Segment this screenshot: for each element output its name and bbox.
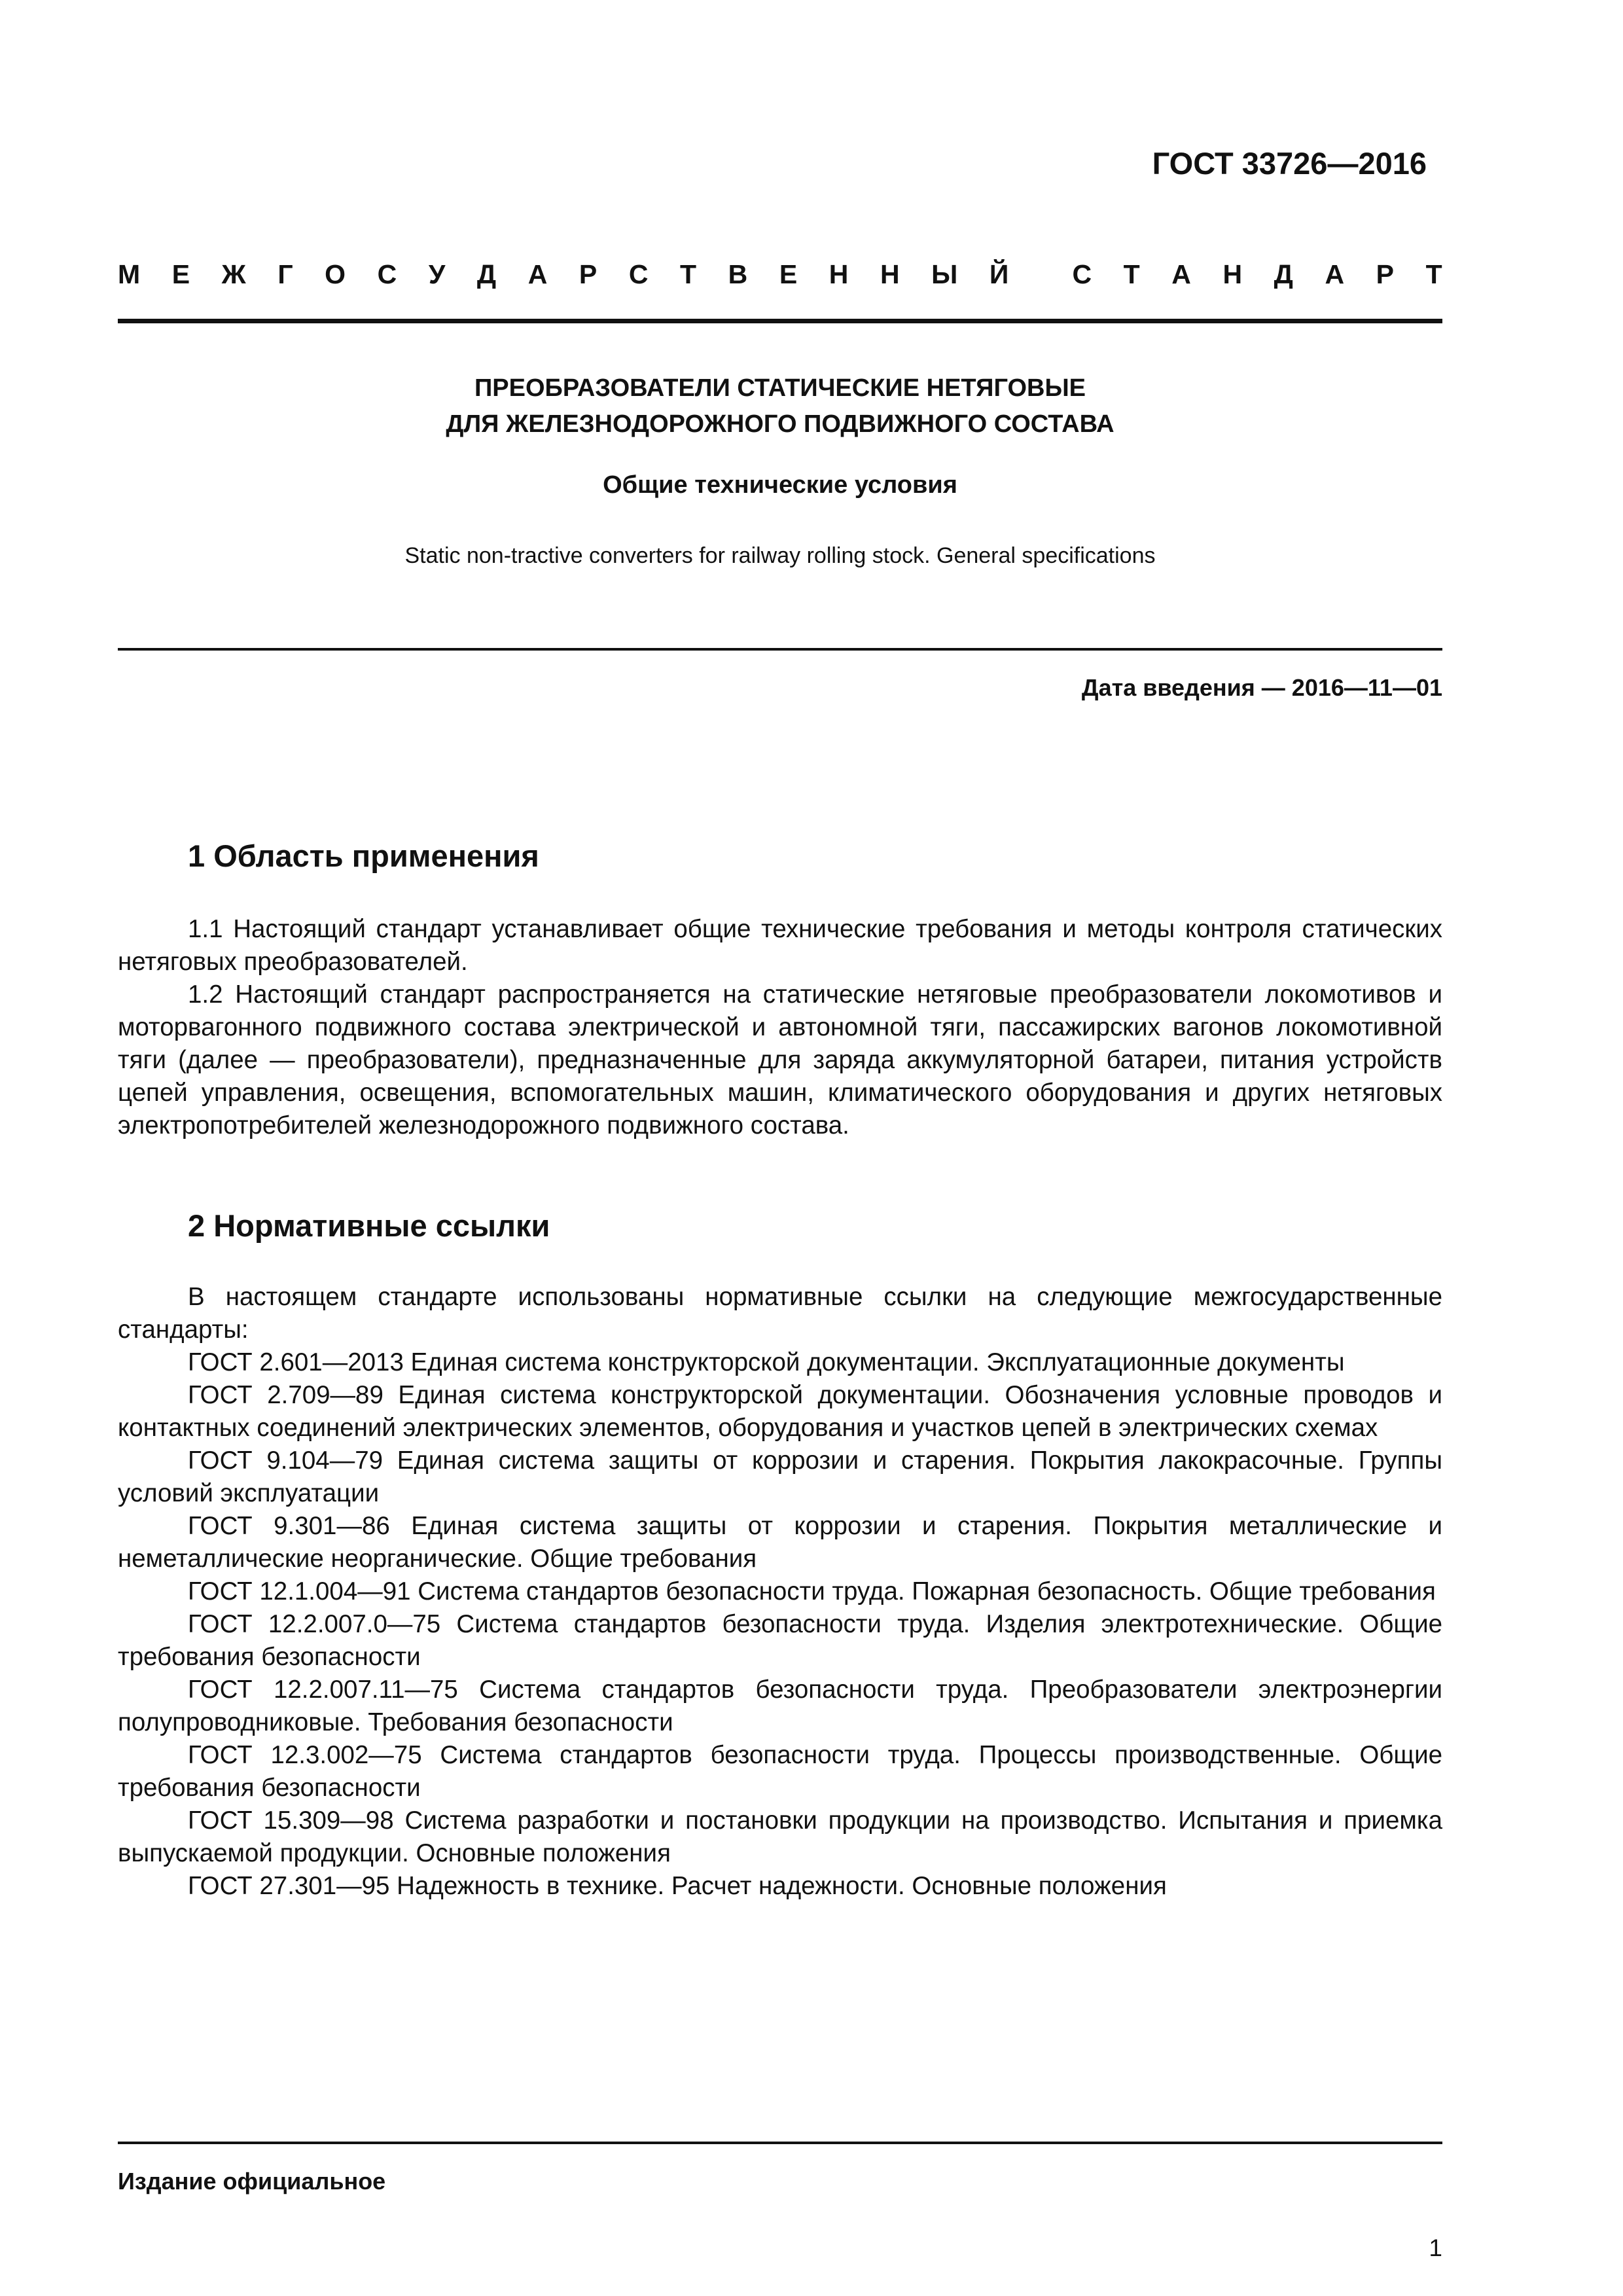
section-heading: 1 Область применения [188, 838, 539, 873]
banner-letter: Е [779, 259, 798, 289]
page-number: 1 [1429, 2234, 1442, 2261]
banner-letter: Д [476, 259, 497, 289]
banner-letter: Т [680, 259, 697, 289]
banner-letter: М [118, 259, 141, 289]
banner-letter: Н [880, 259, 900, 289]
banner-letter: С [1072, 259, 1092, 289]
standard-code: ГОСТ 33726—2016 [1152, 146, 1427, 181]
banner-letter: А [1325, 259, 1345, 289]
banner-letter: О [325, 259, 346, 289]
reference-item: ГОСТ 15.309—98 Система разработки и постановки продукции на производство. Испытания и приемка выпускаемой продукции. Основные положения [118, 1806, 1442, 1867]
banner-letter: Р [579, 259, 597, 289]
standard-type-banner [118, 259, 1442, 290]
banner-letter: Р [1376, 259, 1395, 289]
banner-letter: Т [1425, 259, 1442, 289]
banner-letter: А [527, 259, 548, 289]
reference-item: ГОСТ 27.301—95 Надежность в технике. Расчет надежности. Основные положения [188, 1872, 1167, 1900]
reference-item: ГОСТ 12.2.007.11—75 Система стандартов безопасности труда. Преобразователи электроэнергии полупроводниковые. Требования безопасности [118, 1676, 1442, 1736]
reference-item: ГОСТ 2.709—89 Единая система конструкторской документации. Обозначения условные проводов и контактных соединений электрических элементов, оборудования и участков цепей в электрических схемах [118, 1381, 1442, 1442]
reference-item: ГОСТ 9.301—86 Единая система защиты от коррозии и старения. Покрытия металлические и неметаллические неорганические. Общие требования [118, 1512, 1442, 1573]
title-divider [118, 648, 1442, 651]
banner-letter: Ы [931, 259, 958, 289]
reference-item: ГОСТ 2.601—2013 Единая система конструкторской документации. Эксплуатационные документы [188, 1348, 1345, 1376]
banner-letter: С [628, 259, 649, 289]
document-subtitle: Общие технические условия [603, 471, 957, 499]
paragraph: 1.2 Настоящий стандарт распространяется на статические нетяговые преобразователи локомотивов и моторвагонного подвижного состава электрической и автономной тяги, пассажирских вагонов локомотивной тяги (далее — преобразователи), предназначенные для заряда аккумуляторной батареи, питания устройств цепей управления, освещения, вспомогательных машин, климатического оборудования и других нетяговых электропотребителей железнодорожного подвижного состава. [118, 980, 1442, 1139]
banner-letter: Е [171, 259, 190, 289]
paragraph: 1.1 Настоящий стандарт устанавливает общие технические требования и методы контроля статических нетяговых преобразователей. [118, 915, 1442, 976]
reference-item: ГОСТ 12.3.002—75 Система стандартов безопасности труда. Процессы производственные. Общие требования безопасности [118, 1741, 1442, 1802]
banner-letter: Й [989, 259, 1009, 289]
document-title [118, 370, 1442, 442]
banner-letter: Т [1123, 259, 1140, 289]
banner-letter: С [377, 259, 397, 289]
reference-item: ГОСТ 12.2.007.0—75 Система стандартов безопасности труда. Изделия электротехнические. Общие требования безопасности [118, 1610, 1442, 1671]
banner-letter: Д [1274, 259, 1293, 289]
banner-rule [118, 319, 1442, 323]
reference-item: ГОСТ 9.104—79 Единая система защиты от коррозии и старения. Покрытия лакокрасочные. Группы условий эксплуатации [118, 1446, 1442, 1507]
banner-letter: В [728, 259, 748, 289]
introduction-date: Дата введения — 2016—11—01 [1081, 674, 1442, 701]
banner-letter: У [428, 259, 446, 289]
paragraph: В настоящем стандарте использованы нормативные ссылки на следующие межгосударственные стандарты: [118, 1283, 1442, 1344]
footer-divider [118, 2142, 1442, 2144]
banner-letter: Г [277, 259, 293, 289]
section-heading: 2 Нормативные ссылки [188, 1208, 550, 1243]
banner-letter: Ж [221, 259, 246, 289]
english-title: Static non-tractive converters for railway rolling stock. General specifications [404, 543, 1156, 568]
reference-item: ГОСТ 12.1.004—91 Система стандартов безопасности труда. Пожарная безопасность. Общие требования [188, 1577, 1436, 1605]
section-body [118, 913, 1442, 1142]
banner-letter: Н [829, 259, 849, 289]
banner-letter: А [1171, 259, 1191, 289]
banner-letter: Н [1222, 259, 1243, 289]
section-body [118, 1281, 1442, 1903]
title-line: ПРЕОБРАЗОВАТЕЛИ СТАТИЧЕСКИЕ НЕТЯГОВЫЕ [474, 374, 1086, 402]
title-line: ДЛЯ ЖЕЛЕЗНОДОРОЖНОГО ПОДВИЖНОГО СОСТАВА [446, 410, 1115, 438]
edition-label: Издание официальное [118, 2168, 386, 2195]
